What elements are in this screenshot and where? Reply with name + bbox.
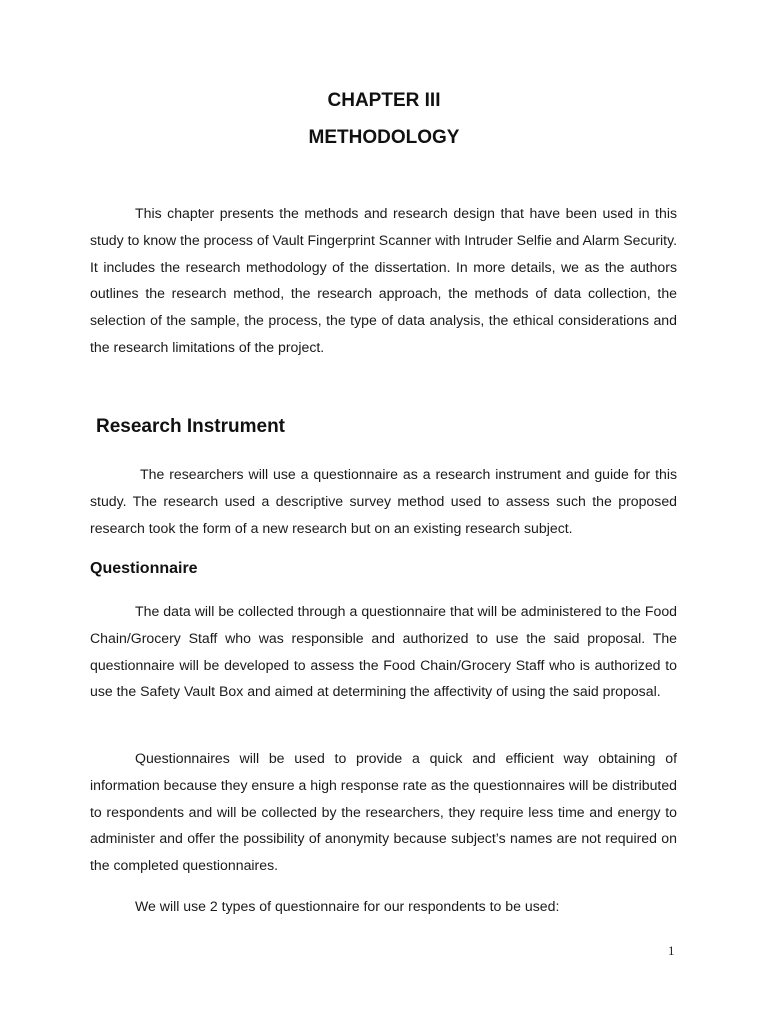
intro-paragraph: This chapter presents the methods and research design that have been used in this study to know the process of Vault Fingerprint Scanner with Intruder Selfie and Alarm Security. It includes the research methodology of the dissertation. In more details, we as the authors outlines the research method, the research approach, the methods of data collection, the selection of the sample, the process, the type of data analysis, the ethical considerations and the research limitations of the project. [90,205,678,355]
page-number: 1 [668,943,675,958]
chapter-title: METHODOLOGY [308,127,460,148]
questionnaire-paragraph-3: We will use 2 types of questionnaire for our respondents to be used: [135,898,560,914]
questionnaire-paragraph-2: Questionnaires will be used to provide a quick and efficient way obtaining of information because they ensure a high response rate as the questionnaires will be distributed to respondents and will be collected by the researchers, they require less time and energy to administer and offer the possibility of anonymity because subject’s names are not required on the completed questionnaires. [90,750,677,874]
chapter-label: CHAPTER III [327,90,441,111]
questionnaire-paragraph-1: The data will be collected through a questionnaire that will be administered to the Food Chain/Grocery Staff who was responsible and authorized to use the said proposal. The questionnaire will be developed to assess the Food Chain/Grocery Staff who is authorized to use the Safety Vault Box and aimed at determining the affectivity of using the said proposal. [90,603,677,700]
research-instrument-heading: Research Instrument [96,416,286,437]
questionnaire-heading: Questionnaire [90,560,198,577]
research-instrument-paragraph: The researchers will use a questionnaire as a research instrument and guide for this study. The research used a descriptive survey method used to assess such the proposed research took the form of a new research but on an existing research subject. [90,466,677,536]
